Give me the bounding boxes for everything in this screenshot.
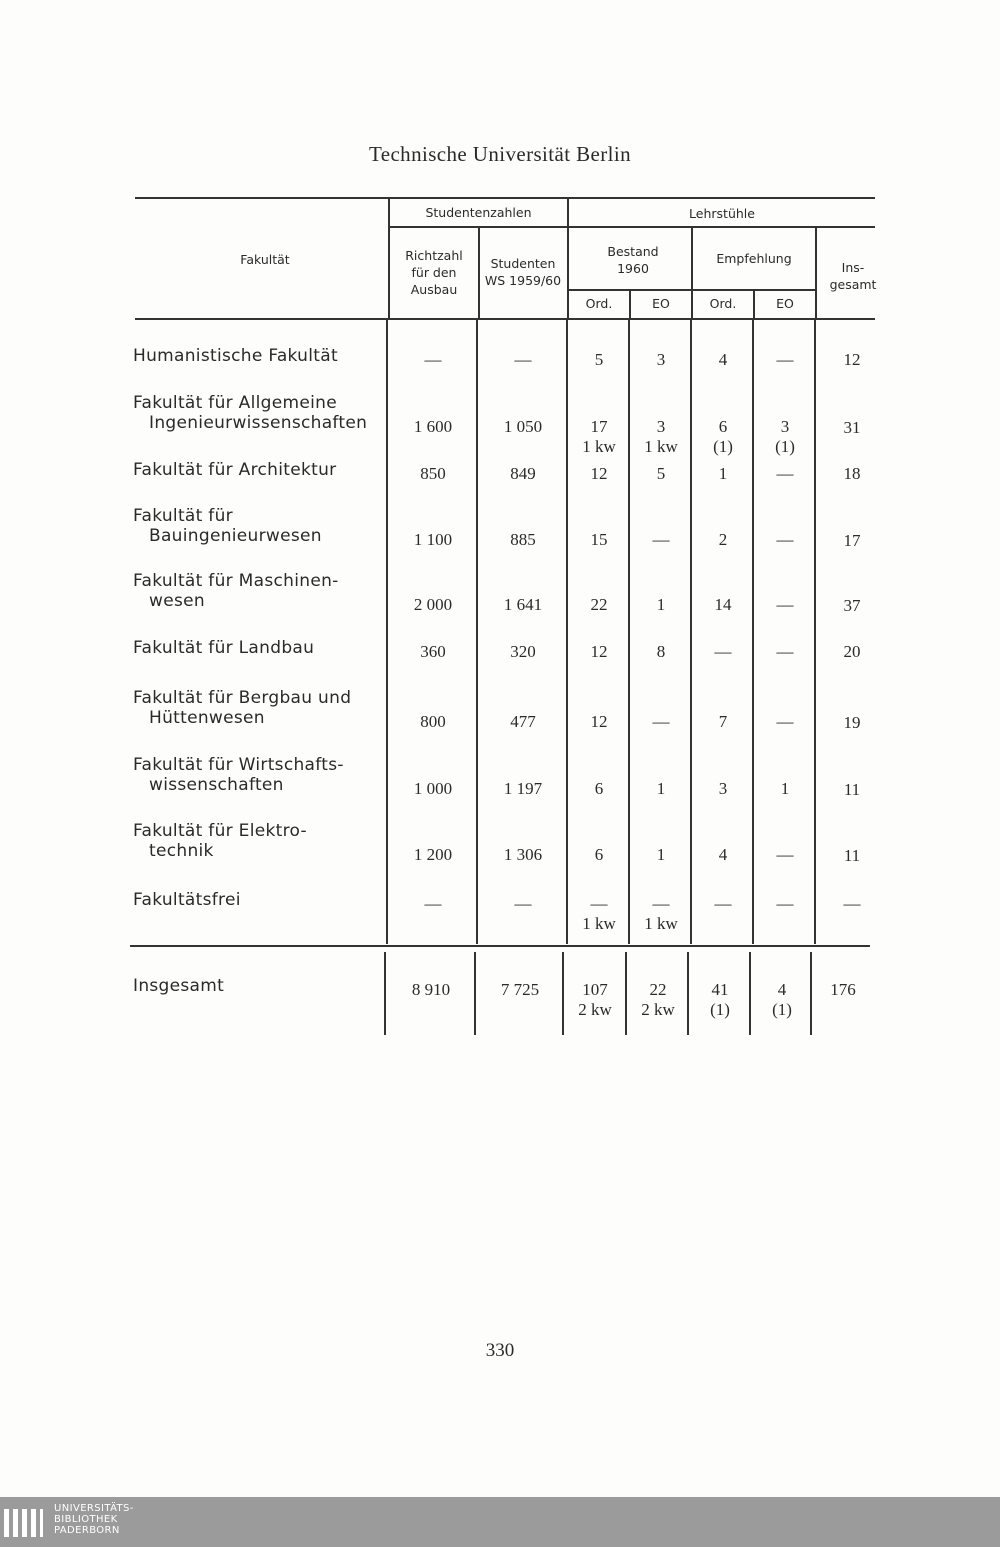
total-rule <box>130 945 870 947</box>
cell-emp-ord: 6 <box>718 417 728 436</box>
cell-emp-ord-sub: (1) <box>713 437 733 456</box>
cell-best-eo: 3 <box>656 417 666 436</box>
cell-emp-ord: 3 <box>718 779 728 798</box>
cell-ins: 19 <box>843 713 861 732</box>
header-bestand: Bestand 1960 <box>607 244 659 276</box>
cell-ins: 37 <box>843 596 861 615</box>
cell-best-eo: — <box>652 712 670 731</box>
cell-richtzahl: 800 <box>420 712 446 731</box>
cell-best-ord: 12 <box>590 712 608 731</box>
faculty-name-line: Fakultät für Wirtschafts- <box>133 755 344 775</box>
cell-best-ord: 15 <box>590 530 608 549</box>
cell-richtzahl: 1 600 <box>413 417 453 436</box>
header-insgesamt: Ins- gesamt <box>829 260 877 292</box>
cell-studenten: 7 725 <box>500 980 540 999</box>
faculty-name-line: technik <box>149 841 214 861</box>
cell-emp-ord: 4 <box>718 845 728 864</box>
cell-ins: 18 <box>843 464 861 483</box>
cell-best-eo: — <box>652 894 670 913</box>
faculty-name <box>133 638 314 658</box>
library-name: UNIVERSITÄTS- BIBLIOTHEK PADERBORN <box>54 1503 134 1536</box>
cell-emp-ord: — <box>714 894 732 913</box>
faculty-name-line: Fakultät für Allgemeine <box>133 393 337 413</box>
group-rule <box>390 226 875 228</box>
cell-richtzahl: — <box>424 350 442 369</box>
cell-best-eo: 22 <box>649 980 667 999</box>
cell-studenten: 1 641 <box>503 595 543 614</box>
faculty-name-line: Humanistische Fakultät <box>133 346 338 366</box>
cell-best-ord: — <box>590 894 608 913</box>
cell-emp-ord-sub: (1) <box>710 1000 730 1019</box>
cell-ins: — <box>843 894 861 913</box>
cell-emp-eo: — <box>776 894 794 913</box>
cell-best-ord: 12 <box>590 464 608 483</box>
page-number: 330 <box>485 1340 515 1361</box>
cell-richtzahl: 2 000 <box>413 595 453 614</box>
cell-ins: 11 <box>843 780 861 799</box>
faculty-name <box>133 755 344 795</box>
cell-ins: 17 <box>843 531 861 550</box>
cell-emp-ord: 7 <box>718 712 728 731</box>
header-eo: EO <box>776 296 794 311</box>
cell-richtzahl: 1 200 <box>413 845 453 864</box>
cell-studenten: 885 <box>510 530 536 549</box>
faculty-name-line: Fakultät für Bergbau und <box>133 688 352 708</box>
cell-richtzahl: — <box>424 894 442 913</box>
page-title: Technische Universität Berlin <box>368 142 632 166</box>
faculty-name-line: wesen <box>149 591 205 611</box>
cell-emp-ord: — <box>714 642 732 661</box>
cell-studenten: — <box>514 894 532 913</box>
cell-best-ord-sub: 1 kw <box>582 914 616 933</box>
cell-emp-eo: — <box>776 595 794 614</box>
cell-emp-eo-sub: (1) <box>772 1000 792 1019</box>
cell-best-ord-sub: 1 kw <box>582 437 616 456</box>
cell-studenten: 1 306 <box>503 845 543 864</box>
faculty-name-line: Insgesamt <box>133 976 225 996</box>
cell-best-eo: 1 <box>656 779 666 798</box>
faculty-name <box>133 688 351 728</box>
cell-best-eo: — <box>652 530 670 549</box>
cell-best-eo-sub: 1 kw <box>644 437 678 456</box>
cell-emp-eo: — <box>776 845 794 864</box>
cell-studenten: — <box>514 350 532 369</box>
cell-ins: 11 <box>843 846 861 865</box>
faculty-name <box>133 346 338 366</box>
header-eo: EO <box>652 296 670 311</box>
header-empfehlung: Empfehlung <box>716 251 792 266</box>
header-divider <box>815 228 817 318</box>
cell-best-ord-sub: 2 kw <box>578 1000 612 1019</box>
cell-emp-ord: 1 <box>718 464 728 483</box>
faculty-name <box>133 460 336 480</box>
cell-emp-eo: — <box>776 350 794 369</box>
cell-studenten: 849 <box>510 464 536 483</box>
faculty-name-line: Fakultät für Elektro- <box>133 821 307 841</box>
cell-ins: 20 <box>843 642 861 661</box>
cell-richtzahl: 850 <box>420 464 446 483</box>
cell-emp-eo: — <box>776 712 794 731</box>
faculty-name <box>133 393 367 433</box>
cell-best-eo-sub: 2 kw <box>641 1000 675 1019</box>
header-ord: Ord. <box>709 296 737 311</box>
cell-best-eo: 3 <box>656 350 666 369</box>
cell-ins: 12 <box>843 350 861 369</box>
library-footer <box>0 1497 1000 1547</box>
cell-best-ord: 6 <box>594 845 604 864</box>
faculty-name-line: Fakultät für Landbau <box>133 638 315 658</box>
cell-best-eo: 1 <box>656 845 666 864</box>
cell-emp-ord: 41 <box>711 980 729 999</box>
cell-best-ord: 5 <box>594 350 604 369</box>
cell-best-ord: 12 <box>590 642 608 661</box>
faculty-name-line: Ingenieurwissenschaften <box>149 413 368 433</box>
faculty-name-line: Fakultätsfrei <box>133 890 241 910</box>
cell-emp-ord: 14 <box>714 595 732 614</box>
cell-ins: 31 <box>843 418 861 437</box>
cell-studenten: 1 050 <box>503 417 543 436</box>
faculty-name <box>133 890 241 910</box>
faculty-name-line: Fakultät für Maschinen- <box>133 571 339 591</box>
cell-best-eo: 5 <box>656 464 666 483</box>
table-top-rule <box>135 197 875 199</box>
faculty-name <box>133 506 322 546</box>
cell-studenten: 320 <box>510 642 536 661</box>
cell-richtzahl: 1 000 <box>413 779 453 798</box>
header-studentenzahlen: Studentenzahlen <box>425 205 532 220</box>
cell-emp-eo: — <box>776 464 794 483</box>
header-lehrstuehle: Lehrstühle <box>689 206 755 221</box>
cell-best-ord: 6 <box>594 779 604 798</box>
cell-richtzahl: 360 <box>420 642 446 661</box>
faculty-name-line: wissenschaften <box>149 775 284 795</box>
cell-best-eo: 1 <box>656 595 666 614</box>
header-bottom-rule <box>135 318 875 320</box>
cell-emp-eo-sub: (1) <box>775 437 795 456</box>
cell-best-ord: 17 <box>590 417 608 436</box>
faculty-name <box>133 571 339 611</box>
cell-richtzahl: 1 100 <box>413 530 453 549</box>
cell-emp-eo: 4 <box>777 980 787 999</box>
cell-emp-ord: 4 <box>718 350 728 369</box>
faculty-name-line: Fakultät für Architektur <box>133 460 337 480</box>
cell-best-ord: 107 <box>582 980 608 999</box>
faculty-name <box>133 976 224 996</box>
cell-emp-eo: — <box>776 530 794 549</box>
cell-best-ord: 22 <box>590 595 608 614</box>
cell-emp-eo: — <box>776 642 794 661</box>
cell-ins: 176 <box>830 980 856 999</box>
header-divider <box>478 228 480 318</box>
cell-studenten: 477 <box>510 712 536 731</box>
cell-emp-eo: 1 <box>780 779 790 798</box>
faculty-name <box>133 821 307 861</box>
header-richtzahl: Richtzahl für den Ausbau <box>405 248 463 297</box>
faculty-name-line: Hüttenwesen <box>149 708 265 728</box>
faculty-name-line: Bauingenieurwesen <box>149 526 322 546</box>
cell-studenten: 1 197 <box>503 779 543 798</box>
cell-best-eo: 8 <box>656 642 666 661</box>
cell-emp-ord: 2 <box>718 530 728 549</box>
header-ord: Ord. <box>585 296 613 311</box>
cell-best-eo-sub: 1 kw <box>644 914 678 933</box>
header-fakultaet: Fakultät <box>240 252 290 267</box>
cell-richtzahl: 8 910 <box>411 980 451 999</box>
faculty-name-line: Fakultät für <box>133 506 233 526</box>
cell-emp-eo: 3 <box>780 417 790 436</box>
header-studenten: Studenten WS 1959/60 <box>484 256 562 288</box>
